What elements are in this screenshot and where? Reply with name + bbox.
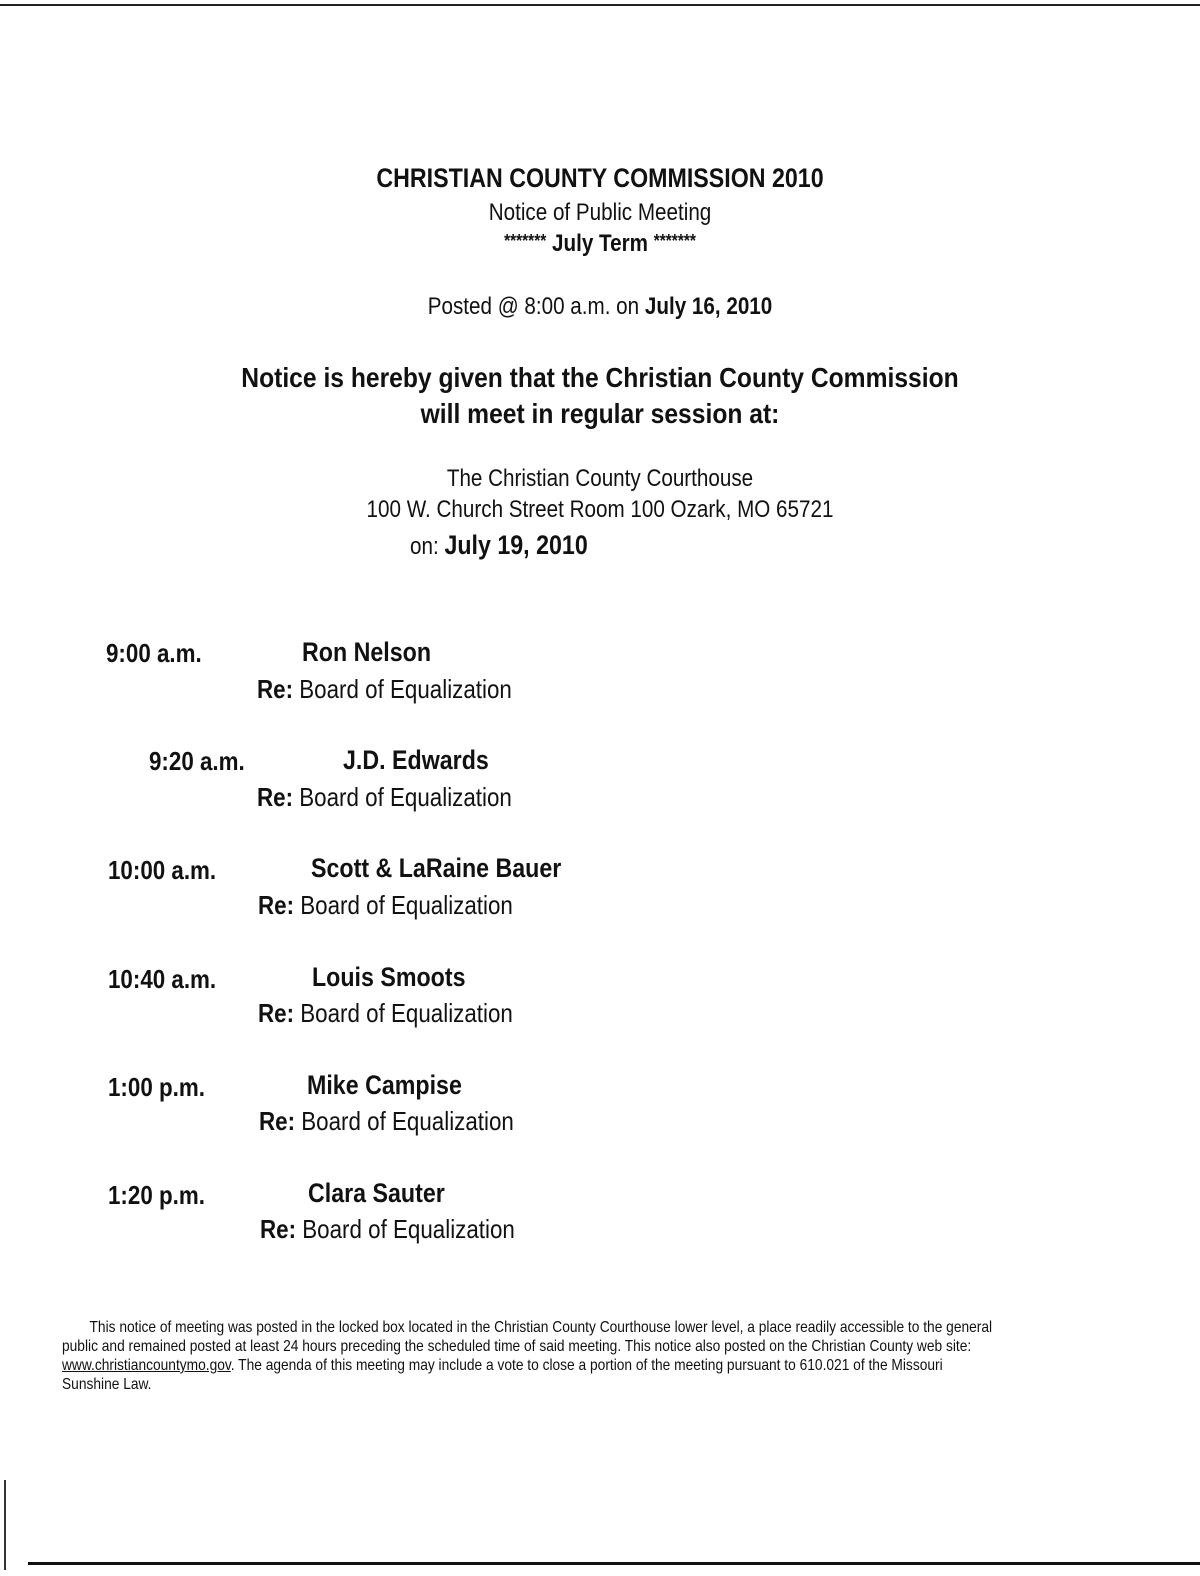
agenda-topic	[258, 998, 513, 1029]
posted-line	[84, 293, 1116, 321]
agenda-time: 9:00 a.m.	[106, 638, 202, 668]
disclaimer-line-3	[62, 1356, 1094, 1375]
term-label: July Term	[552, 230, 648, 257]
posted-date: July 16, 2010	[644, 293, 773, 320]
agenda-name: J.D. Edwards	[343, 745, 489, 775]
agenda-topic	[258, 890, 513, 921]
agenda-topic-label: Re:	[258, 890, 295, 920]
agenda-time: 9:20 a.m.	[149, 746, 245, 776]
venue-address: 100 W. Church Street Room 100 Ozark, MO 65721	[366, 496, 834, 523]
agenda-time: 1:20 p.m.	[108, 1180, 205, 1210]
agenda-topic	[257, 782, 512, 813]
agenda-time: 1:00 p.m.	[108, 1072, 205, 1102]
notice-line-1: Notice is hereby given that the Christian County Commission	[241, 362, 959, 393]
disclaimer-text: . The agenda of this meeting may include a vote to close a portion of the meeting pursuant to 610.021 of the Missouri	[230, 1357, 943, 1374]
scan-edge-left	[4, 1480, 6, 1570]
document-title: CHRISTIAN COUNTY COMMISSION 2010	[376, 163, 824, 193]
agenda-topic-label: Re:	[257, 782, 294, 812]
notice-line-2: will meet in regular session at:	[420, 398, 780, 429]
agenda-time: 10:00 a.m.	[108, 855, 217, 885]
agenda-topic	[257, 674, 512, 705]
agenda-topic-text: Board of Equalization	[302, 1214, 515, 1244]
term-stars-right: *******	[653, 231, 696, 251]
agenda-time: 10:40 a.m.	[108, 964, 217, 994]
agenda-topic-text: Board of Equalization	[300, 890, 513, 920]
agenda-topic-text: Board of Equalization	[300, 998, 513, 1028]
agenda-topic	[259, 1106, 514, 1137]
scan-edge-bottom	[28, 1562, 1200, 1565]
agenda-topic-label: Re:	[257, 674, 294, 704]
agenda-topic-text: Board of Equalization	[299, 674, 512, 704]
term-stars-left: *******	[504, 231, 547, 251]
agenda-name: Scott & LaRaine Bauer	[311, 853, 562, 883]
agenda-topic-text: Board of Equalization	[301, 1106, 514, 1136]
disclaimer-line-1	[62, 1318, 1094, 1337]
meeting-date: July 19, 2010	[444, 530, 588, 560]
county-website-link[interactable]: www.christiancountymo.gov	[62, 1357, 231, 1374]
posted-prefix: Posted @ 8:00 a.m. on	[427, 293, 640, 320]
disclaimer-text: This notice of meeting was posted in the locked box located in the Christian County Courthouse lower level, a place readily accessible to the general	[89, 1319, 993, 1336]
agenda-topic-label: Re:	[260, 1214, 297, 1244]
scan-edge-top	[0, 4, 1200, 6]
agenda-topic-label: Re:	[259, 1106, 296, 1136]
venue-name: The Christian County Courthouse	[446, 465, 754, 492]
meeting-date-label: on:	[410, 533, 439, 560]
document-subtitle: Notice of Public Meeting	[488, 199, 712, 226]
agenda-name: Mike Campise	[307, 1070, 462, 1100]
agenda-topic-text: Board of Equalization	[299, 782, 512, 812]
agenda-name: Clara Sauter	[308, 1178, 445, 1208]
disclaimer-line-4: Sunshine Law.	[62, 1376, 152, 1393]
agenda-topic-label: Re:	[258, 998, 295, 1028]
term-line	[84, 230, 1116, 258]
agenda-topic	[260, 1214, 515, 1245]
posting-disclaimer	[62, 1318, 1094, 1394]
meeting-date-line	[410, 530, 588, 561]
agenda-name: Ron Nelson	[302, 637, 432, 667]
agenda-name: Louis Smoots	[312, 962, 466, 992]
disclaimer-line-2: public and remained posted at least 24 hours preceding the scheduled time of said meeting. This notice also posted on the Christian County web site:	[62, 1338, 972, 1355]
